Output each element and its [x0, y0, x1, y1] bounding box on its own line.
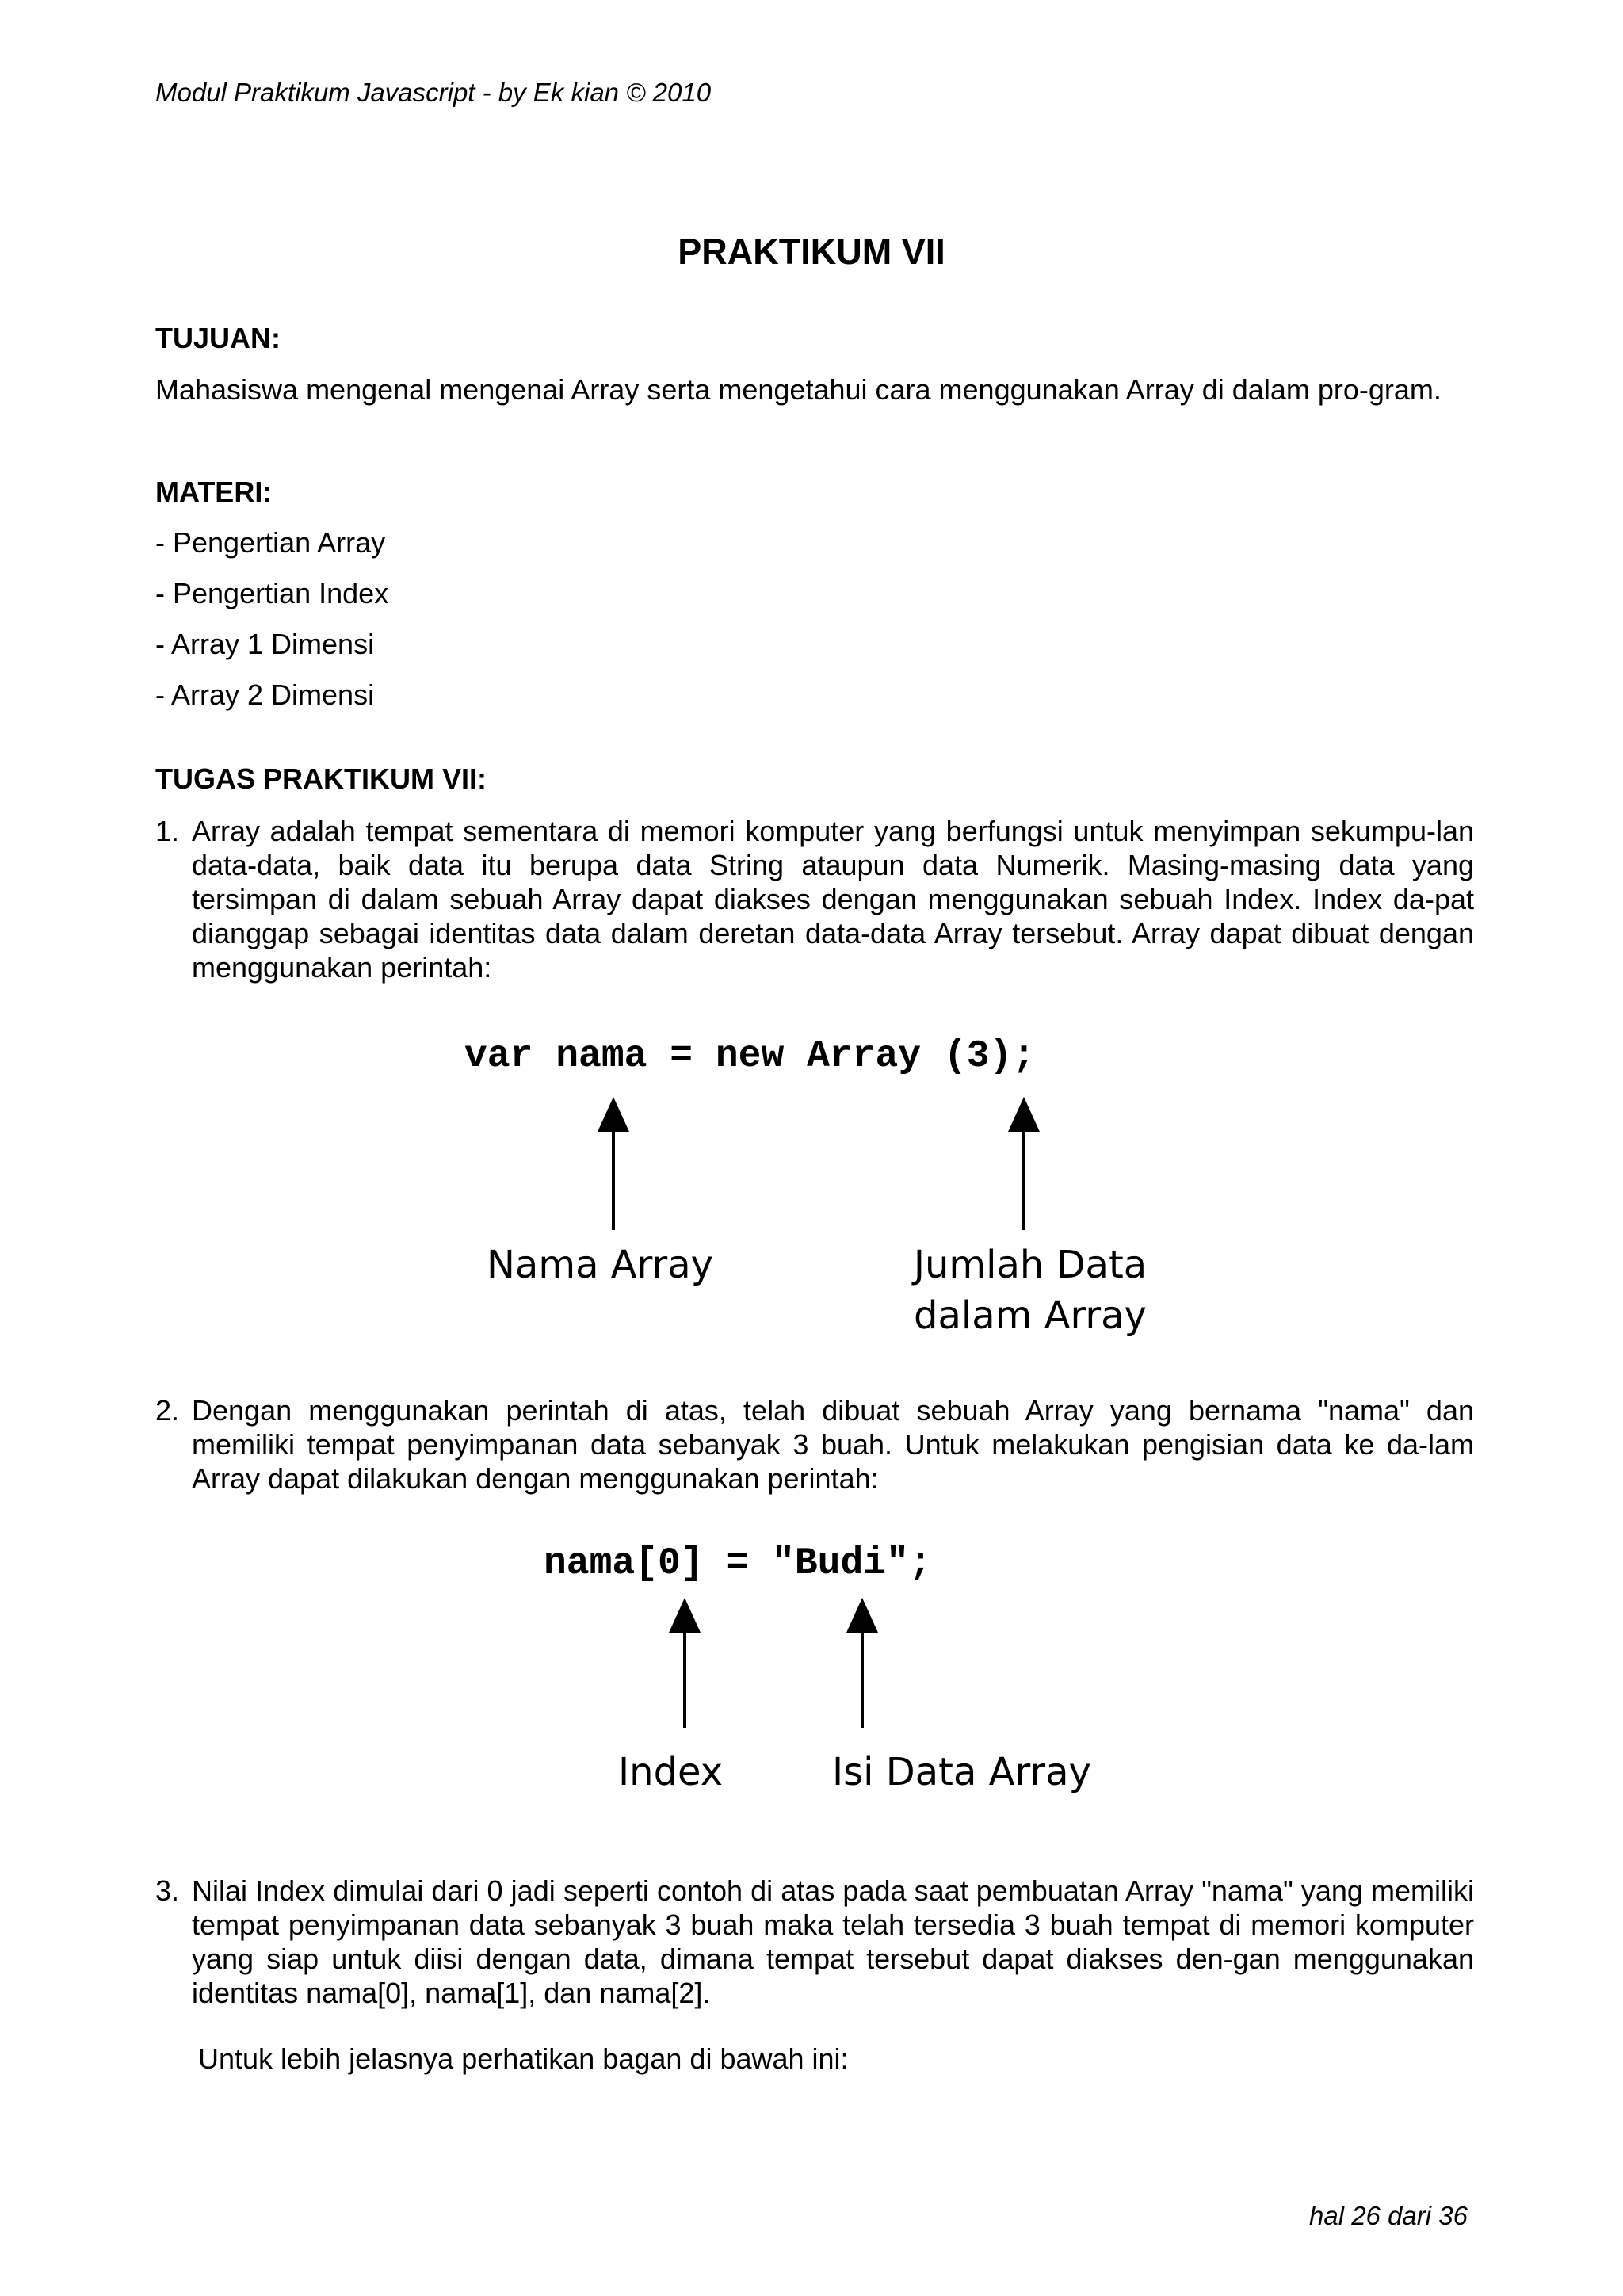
materi-item: - Array 1 Dimensi — [155, 628, 375, 660]
materi-item: - Pengertian Index — [155, 577, 389, 609]
materi-item: - Array 2 Dimensi — [155, 678, 375, 711]
arrow-up-icon — [669, 1598, 701, 1728]
item-text: Dengan menggunakan perintah di atas, telah dibuat sebuah Array yang bernama "nama" dan memiliki tempat penyimpanan data sebanyak 3 buah. Untuk melakukan pengisian data ke da-lam Array dapat dilakukan dengan menggunakan perintah: — [192, 1394, 1474, 1495]
code-nama-budi: nama[0] = "Budi"; — [544, 1542, 932, 1585]
item-text: Array adalah tempat sementara di memori komputer yang berfungsi untuk menyimpan sekumpu-lan data-data, baik data itu berupa data String ataupun data Numerik. Masing-masing data yang tersimpan di dalam sebuah Array dapat diakses dengan menggunakan sebuah Index. Index da-pat dianggap sebagai identitas data dalam deretan data-data Array tersebut. Array dapat dibuat dengan menggunakan perintah: — [192, 815, 1474, 984]
closing-text: Untuk lebih jelasnya perhatikan bagan di bawah ini: — [198, 2042, 849, 2075]
label-index: Index — [618, 1750, 724, 1794]
item-number: 1. — [155, 815, 180, 847]
materi-heading: MATERI: — [155, 476, 273, 508]
page-header: Modul Praktikum Javascript - by Ek kian © 2010 — [155, 78, 712, 107]
label-nama-array: Nama Array — [487, 1243, 714, 1287]
label-jumlah-data-1: Jumlah Data — [913, 1243, 1148, 1287]
materi-item: - Pengertian Array — [155, 526, 386, 559]
page-title: PRAKTIKUM VII — [678, 231, 945, 272]
arrow-up-icon — [1008, 1097, 1040, 1230]
tujuan-text: Mahasiswa mengenal mengenai Array serta mengetahui cara menggunakan Array di dalam pro-gram. — [155, 373, 1442, 406]
code-var-nama: var nama = new Array (3); — [464, 1035, 1036, 1078]
tujuan-heading: TUJUAN: — [155, 322, 281, 354]
label-jumlah-data-2: dalam Array — [914, 1293, 1147, 1338]
item-number: 2. — [155, 1394, 180, 1427]
arrow-up-icon — [598, 1097, 629, 1230]
item-number: 3. — [155, 1874, 180, 1907]
arrow-up-icon — [846, 1598, 878, 1728]
item-text: Nilai Index dimulai dari 0 jadi seperti contoh di atas pada saat pembuatan Array "nama" yang memiliki tempat penyimpanan data sebanyak 3 buah maka telah tersedia 3 buah tempat di memori komputer yang siap untuk diisi dengan data, dimana tempat tersebut dapat diakses den-gan menggunakan identitas nama[0], nama[1], dan nama[2]. — [192, 1874, 1474, 2009]
tugas-heading: TUGAS PRAKTIKUM VII: — [155, 762, 487, 795]
page-footer: hal 26 dari 36 — [1309, 2201, 1468, 2230]
label-isi-data-array: Isi Data Array — [832, 1750, 1091, 1794]
